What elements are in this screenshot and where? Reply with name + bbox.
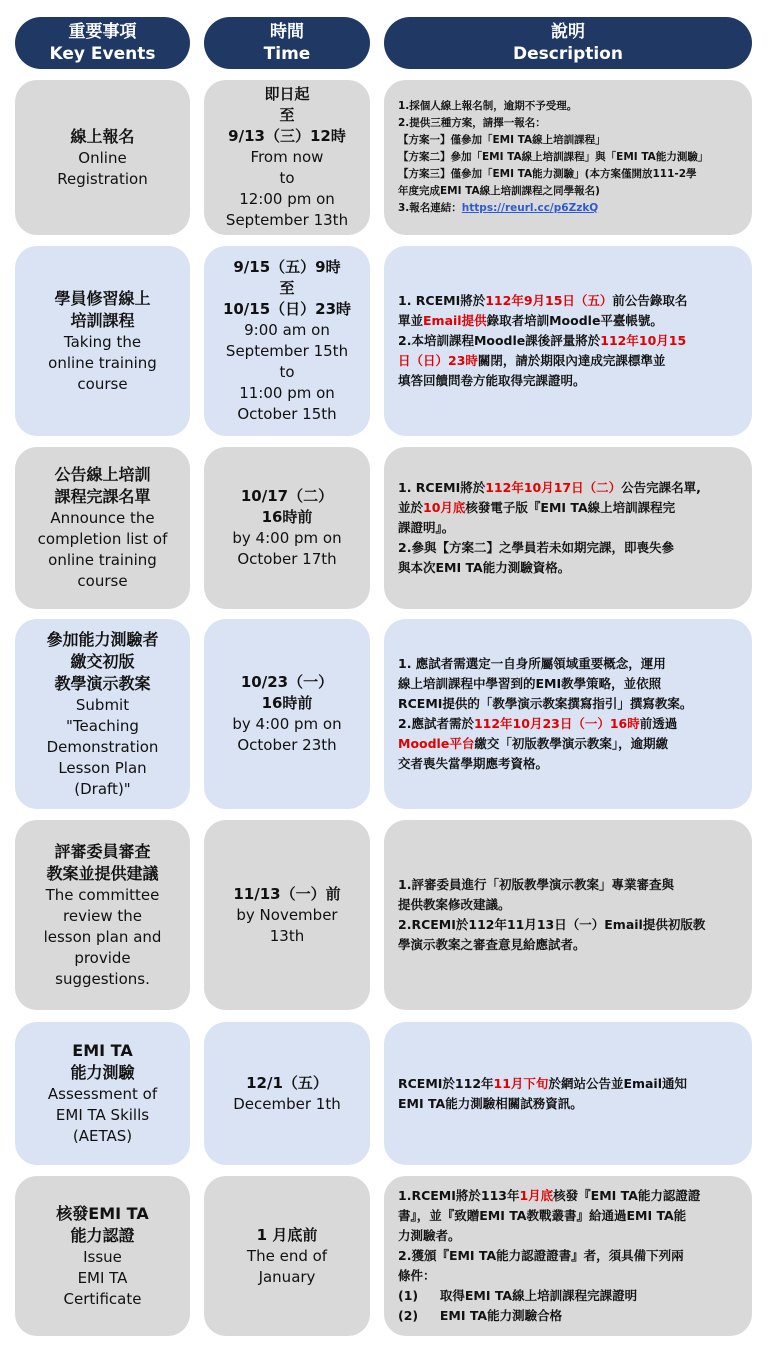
header-time	[204, 17, 370, 69]
desc-line	[398, 291, 740, 311]
row6-description	[384, 1022, 752, 1165]
event-en-line: suggestions.	[55, 969, 150, 988]
time-zh-line: 9/15（五）9時	[233, 258, 341, 276]
desc-line	[398, 331, 740, 351]
time-en-line: by 4:00 pm on	[232, 715, 342, 733]
event-en-line: Assessment of	[47, 1085, 158, 1103]
time-en-line: 9:00 am on	[244, 321, 330, 339]
desc-highlight: 11月下旬	[493, 1075, 549, 1091]
event-zh-line: 課程完課名單	[54, 487, 151, 506]
desc-highlight: 112年10月15	[600, 333, 687, 348]
desc-line	[398, 734, 740, 754]
desc-line: (2) EMI TA能力測驗合格	[398, 1308, 563, 1323]
desc-text: 前透過	[639, 716, 678, 731]
time-en-line: January	[258, 1267, 316, 1286]
event-zh-line: 公告線上培訓	[54, 465, 151, 484]
row3-description	[384, 447, 752, 609]
event-en-line: completion list of	[37, 530, 168, 548]
time-en-line: 12:00 pm on	[239, 190, 335, 208]
desc-line: 線上培訓課程中學習到的EMI教學策略，並依照	[398, 676, 662, 691]
desc-text: 單並	[398, 313, 424, 328]
desc-text: 2.應試者需於	[398, 716, 474, 731]
desc-line	[398, 200, 740, 217]
desc-line	[398, 351, 740, 371]
event-zh-line: EMI TA	[72, 1041, 133, 1060]
desc-text: 並於	[398, 500, 424, 515]
event-zh-line: 線上報名	[70, 126, 135, 146]
event-en-line: (AETAS)	[72, 1127, 133, 1145]
row3-event	[15, 447, 190, 609]
desc-highlight: 1月底	[519, 1188, 554, 1203]
event-en-line: course	[77, 374, 128, 393]
event-en-line: Taking the	[63, 332, 142, 351]
desc-line: RCEMI提供的「教學演示教案撰寫指引」撰寫教案。	[398, 696, 693, 711]
desc-line: 提供教案修改建議。	[398, 897, 511, 912]
row4-event	[15, 619, 190, 809]
header-time-zh: 時間	[270, 22, 304, 42]
time-en-line: The end of	[246, 1246, 328, 1265]
desc-highlight: 10月底	[423, 500, 466, 515]
event-en-line: Certificate	[63, 1289, 142, 1308]
time-en-line: September 13th	[225, 211, 349, 229]
row5-time	[204, 820, 370, 1010]
desc-line: 1.評審委員進行「初版教學演示教案」專業審查與	[398, 877, 674, 892]
desc-line	[398, 498, 740, 518]
row4-description	[384, 619, 752, 809]
row1-event	[15, 80, 190, 235]
desc-line: 1.採個人線上報名制，逾期不予受理。	[398, 100, 578, 112]
row5-event	[15, 820, 190, 1010]
desc-line: 學演示教案之審查意見給應試者。	[398, 937, 586, 952]
desc-text: 核發『EMI TA能力認證證	[553, 1188, 701, 1203]
desc-text: 1. RCEMI將於	[398, 293, 486, 308]
event-en-line: EMI TA	[77, 1268, 128, 1287]
event-zh-line: 能力認證	[70, 1225, 135, 1245]
time-zh-line: 10/15（日）23時	[222, 300, 352, 318]
desc-line: 2.參與【方案二】之學員若未如期完課，即喪失參	[398, 540, 674, 555]
event-en-line: "Teaching	[66, 716, 139, 735]
event-zh-line: 核發EMI TA	[56, 1203, 149, 1223]
event-en-line: Submit	[75, 695, 130, 714]
desc-line: 力測驗者。	[398, 1228, 461, 1243]
header-desc-en: Description	[513, 44, 623, 64]
desc-text: 前公告錄取名	[612, 293, 688, 308]
time-en-line: to	[279, 363, 295, 381]
desc-line: 【方案一】僅參加「EMI TA線上培訓課程」	[398, 134, 606, 146]
desc-highlight: 112年10月23日（一）16時	[473, 716, 640, 731]
event-en-line: Online	[78, 148, 127, 167]
event-en-line: EMI TA Skills	[55, 1106, 150, 1124]
time-zh-line: 1 月底前	[256, 1225, 318, 1244]
event-zh-line: 培訓課程	[70, 310, 135, 330]
event-en-line: lesson plan and	[43, 927, 162, 946]
desc-text: 關閉，請於期限內達成完課標準並	[477, 353, 666, 368]
desc-text: 1. RCEMI將於	[398, 480, 486, 495]
row2-description	[384, 246, 752, 436]
event-en-line: Announce the	[50, 509, 155, 527]
desc-text: 錄取者培訓Moodle平臺帳號。	[486, 313, 663, 328]
event-zh-line: 評審委員審查	[54, 841, 151, 861]
desc-text: 繳交「初版教學演示教案」，逾期繳	[474, 736, 669, 751]
desc-line: 2.提供三種方案，請擇一報名：	[398, 117, 546, 129]
time-en-line: October 23th	[237, 736, 337, 754]
time-en-line: From now	[250, 148, 324, 166]
row7-time	[204, 1176, 370, 1336]
row7-description	[384, 1176, 752, 1336]
time-zh-line: 11/13（一）前	[233, 884, 341, 903]
desc-line: 2.RCEMI於112年11月13日（一）Email提供初版教	[398, 917, 706, 932]
header-events-en: Key Events	[49, 44, 156, 64]
event-en-line: online training	[48, 353, 157, 372]
desc-line: 年度完成EMI TA線上培訓課程之同學報名)	[398, 185, 600, 197]
time-zh-line: 12/1（五）	[246, 1073, 328, 1092]
event-en-line: Issue	[83, 1247, 122, 1266]
desc-text: 2.本培訓課程Moodle課後評量將於	[398, 333, 601, 348]
time-en-line: by 4:00 pm on	[232, 529, 342, 547]
time-zh-line: 至	[279, 106, 295, 124]
event-en-line: (Draft)"	[74, 779, 131, 798]
time-en-line: October 17th	[237, 550, 337, 568]
time-en-line: October 15th	[237, 405, 337, 423]
header-description	[384, 17, 752, 69]
desc-line	[398, 1186, 740, 1206]
desc-line: (1) 取得EMI TA線上培訓課程完課證明	[398, 1288, 638, 1303]
desc-line: 【方案二】參加「EMI TA線上培訓課程」與「EMI TA能力測驗」	[398, 151, 709, 163]
desc-text: 公告完課名單,	[621, 480, 701, 495]
event-zh-line: 教學演示教案	[54, 673, 151, 693]
header-desc-zh: 說明	[551, 22, 585, 42]
row4-time	[204, 619, 370, 809]
desc-line	[398, 478, 740, 498]
registration-link[interactable]: https://reurl.cc/p6ZzkQ	[461, 202, 599, 214]
desc-line: 填答回饋問卷方能取得完課證明。	[398, 373, 586, 388]
event-en-line: course	[77, 572, 128, 590]
desc-line: 課證明』。	[398, 520, 455, 535]
time-zh-line: 即日起	[264, 85, 310, 103]
desc-text: 1.RCEMI將於113年	[398, 1188, 520, 1203]
row6-event	[15, 1022, 190, 1165]
event-en-line: online training	[48, 551, 157, 569]
time-en-line: 13th	[269, 926, 305, 945]
time-zh-line: 至	[279, 279, 295, 297]
desc-line: 【方案三】僅參加「EMI TA能力測驗」(本方案僅開放111-2學	[398, 168, 697, 180]
desc-line: 2.獲頒『EMI TA能力認證證書』者，須具備下列兩	[398, 1248, 684, 1263]
time-en-line: December 1th	[233, 1094, 341, 1113]
row2-time	[204, 246, 370, 436]
time-zh-line: 16時前	[261, 694, 313, 712]
time-zh-line: 16時前	[261, 508, 313, 526]
row1-time	[204, 80, 370, 235]
event-en-line: review the	[63, 906, 142, 925]
event-zh-line: 繳交初版	[70, 651, 135, 671]
row3-time	[204, 447, 370, 609]
row1-description	[384, 80, 752, 235]
row5-description	[384, 820, 752, 1010]
event-en-line: Registration	[57, 169, 148, 188]
row2-event	[15, 246, 190, 436]
desc-highlight: Moodle平台	[398, 736, 475, 751]
desc-text: 核發電子版『EMI TA線上培訓課程完	[465, 500, 676, 515]
row6-time	[204, 1022, 370, 1165]
time-en-line: 11:00 pm on	[239, 384, 335, 402]
header-events-zh: 重要事項	[68, 22, 137, 42]
event-en-line: Demonstration	[46, 737, 159, 756]
event-en-line: provide	[74, 948, 131, 967]
desc-line: 書』，並『致贈EMI TA教戰叢書』給通過EMI TA能	[398, 1208, 687, 1223]
desc-text: RCEMI於112年	[398, 1075, 494, 1091]
header-time-en: Time	[263, 44, 311, 64]
time-en-line: September 15th	[225, 342, 349, 360]
desc-highlight: 112年10月17日（二）	[485, 480, 622, 495]
desc-line: EMI TA能力測驗相關試務資訊。	[398, 1095, 583, 1111]
time-zh-line: 10/17（二）	[240, 487, 334, 505]
event-zh-line: 學員修習線上	[54, 288, 151, 308]
desc-highlight: Email提供	[423, 313, 487, 328]
desc-text: 於網站公告並Email通知	[548, 1075, 688, 1091]
event-zh-line: 能力測驗	[70, 1063, 135, 1082]
time-zh-line: 9/13（三）12時	[228, 127, 346, 145]
time-en-line: by November	[236, 905, 338, 924]
event-en-line: The committee	[45, 885, 160, 904]
desc-line	[398, 311, 740, 331]
desc-line: 交者喪失當學期應考資格。	[398, 756, 549, 771]
event-en-line: Lesson Plan	[58, 758, 147, 777]
desc-line	[398, 1074, 740, 1094]
desc-line: 1. 應試者需選定一自身所屬領域重要概念，運用	[398, 656, 666, 671]
desc-line: 條件：	[398, 1268, 436, 1283]
event-zh-line: 參加能力測驗者	[46, 629, 159, 649]
desc-highlight: 112年9月15日（五）	[485, 293, 613, 308]
time-zh-line: 10/23（一）	[240, 673, 334, 691]
desc-line: 與本次EMI TA能力測驗資格。	[398, 560, 571, 575]
header-key-events	[15, 17, 190, 69]
event-zh-line: 教案並提供建議	[46, 863, 159, 883]
desc-line	[398, 714, 740, 734]
desc-highlight: 日（日）23時	[398, 353, 478, 368]
row7-event	[15, 1176, 190, 1336]
time-en-line: to	[279, 169, 295, 187]
desc-link-label: 3.報名連結：	[398, 202, 462, 214]
